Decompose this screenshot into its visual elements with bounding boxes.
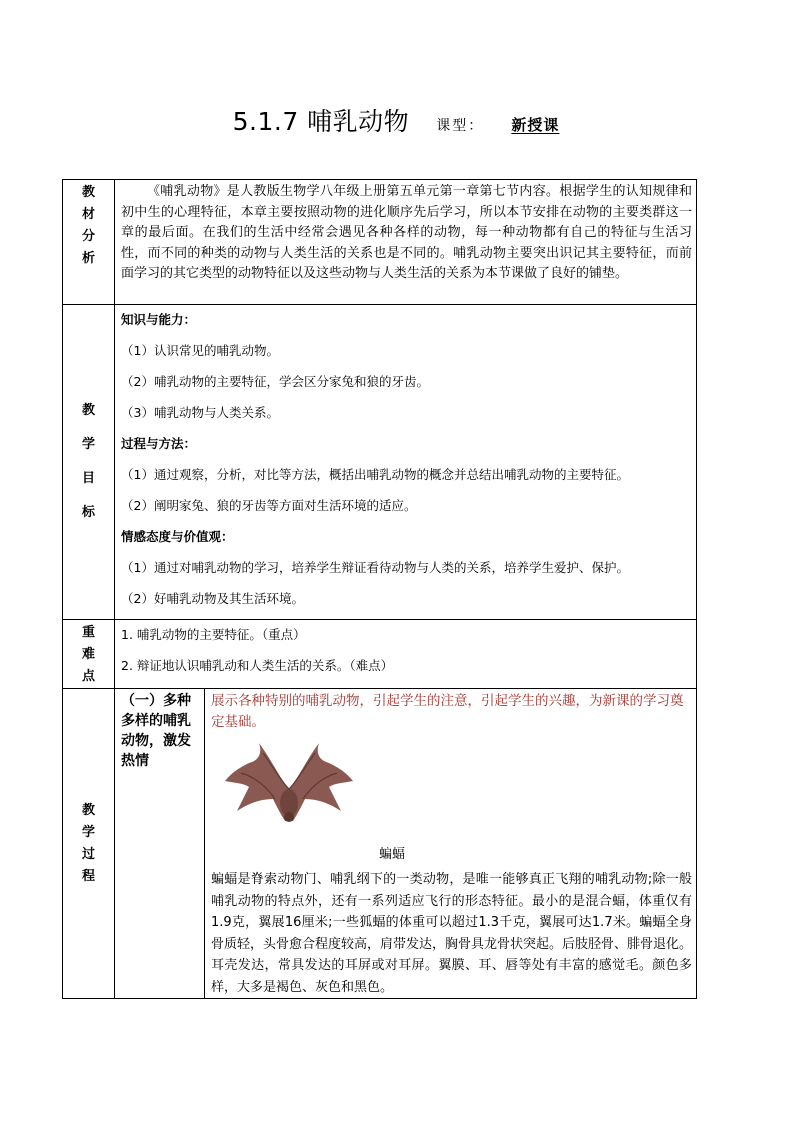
analysis-label-cell [63,180,115,305]
bat-figure [211,733,692,862]
bat-image [219,737,359,823]
analysis-text: 《哺乳动物》是人教版生物学八年级上册第五单元第一章第七节内容。根据学生的认知规律和初中生的心理特征，本章主要按照动物的进化顺序先后学习，所以本节安排在动物的主要类群这一章的最后面。在我们的生活中经常会遇见各种各样的动物，每一种动物都有自己的特征与生活习性，而不同的种类的动物与人类生活的关系也是不同的。哺乳动物主要突出识记其主要特征，而前面学习的其它类型的动物特征以及这些动物与人类生活的关系为本节课做了良好的铺垫。 [115,180,697,305]
emotion-item: （1）通过对哺乳动物的学习，培养学生辩证看待动物与人类的关系，培养学生爱护、保护。 [121,560,629,575]
keypoints-row [63,620,697,689]
bat-caption: 蝙蝠 [379,847,406,862]
lesson-plan-table [62,179,697,999]
process-intro: 展示各种特别的哺乳动物，引起学生的注意，引起学生的兴趣，为新课的学习奠定基础。 [211,693,684,730]
knowledge-heading: 知识与能力： [121,312,197,327]
goals-label: 教学目标 [81,403,95,520]
process-method-item: （1）通过观察，分析，对比等方法，概括出哺乳动物的概念并总结出哺乳动物的主要特征。 [121,467,629,482]
goals-label-cell [63,305,115,620]
bat-description: 蝙蝠是脊索动物门、哺乳纲下的一类动物，是唯一能够真正飞翔的哺乳动物;除一般哺乳动物的特点外，还有一系列适应飞行的形态特征。最小的是混合蝠，体重仅有1.9克，翼展16厘米;一些狐蝠的体重可以超过1.3千克，翼展可达1.7米。蝙蝠全身骨质轻，头骨愈合程度较高，肩带发达，胸骨具龙骨状突起。后肢胫骨、腓骨退化。耳壳发达，常具发达的耳屏或对耳屏。翼膜、耳、唇等处有丰富的感觉毛。颜色多样，大多是褐色、灰色和黑色。 [211,872,693,995]
keypoints-content [115,620,697,689]
keypoint-item: 1. 哺乳动物的主要特征。（重点） [121,627,306,642]
page-title: 5.1.7 哺乳动物 [232,107,410,136]
process-label: 教学过程 [81,802,95,884]
emotion-item: （2）好哺乳动物及其生活环境。 [121,591,304,606]
process-method-heading: 过程与方法： [121,436,197,451]
process-row [63,689,697,999]
process-subtitle: （一）多种多样的哺乳动物，激发热情 [115,689,205,999]
keypoints-label: 重难点 [81,625,95,684]
process-content [205,689,697,999]
knowledge-item: （1）认识常见的哺乳动物。 [121,343,279,358]
emotion-heading: 情感态度与价值观： [121,529,234,544]
knowledge-item: （3）哺乳动物与人类关系。 [121,405,279,420]
goals-row [63,305,697,620]
lesson-type-value: 新授课 [511,116,560,134]
keypoints-label-cell [63,620,115,689]
goals-content [115,305,697,620]
process-label-cell [63,689,115,999]
title-line [0,102,794,138]
keypoint-item: 2. 辩证地认识哺乳动和人类生活的关系。（难点） [121,658,394,673]
analysis-label: 教材分析 [81,185,95,266]
analysis-row [63,180,697,305]
knowledge-item: （2）哺乳动物的主要特征，学会区分家兔和狼的牙齿。 [121,374,429,389]
process-method-item: （2）阐明家兔、狼的牙齿等方面对生活环境的适应。 [121,498,417,513]
lesson-type-label: 课型： [436,118,485,134]
